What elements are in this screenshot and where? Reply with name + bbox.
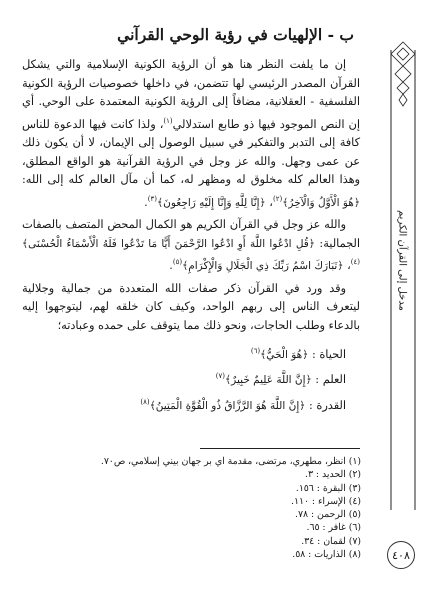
footnote: (٢) الحديد : ٣.: [305, 469, 361, 481]
footnote: (٧) لقمان : ٣٤.: [301, 535, 361, 547]
footnotes: [71, 455, 361, 561]
footnote-ref-4: (٤): [350, 258, 360, 267]
footnote-ref-3: (٣): [147, 194, 157, 203]
attribute-knowledge: العلم : ﴿إِنَّ اللَّهَ عَلِيمٌ خَبِيرٌ﴾$^{(٧)}$: [215, 372, 346, 387]
attribute-power: القدرة : ﴿إِنَّ اللَّهَ هُوَ الرَّزَّاقُ ذُو الْقُوَّةِ الْمَتِينُ﴾$^{(٨)}$: [140, 398, 346, 412]
footnote-ref-7: (٧): [215, 372, 226, 381]
quran-quote: ﴿إِنَّا لِلَّهِ وَإِنَّا إِلَيْهِ رَاجِعُونَ﴾: [157, 196, 266, 209]
footnote-ref-8: (٨): [140, 398, 150, 407]
quran-quote: ﴿تَبَارَكَ اسْمُ رَبِّكَ ذِي الْجَلَالِ وَالْإِكْرَامِ﴾: [182, 260, 344, 273]
section-heading: ب - الإلهيات في رؤية الوحي القرآني: [117, 25, 354, 44]
footnote: (٨) الذاريات : ٥٨.: [292, 549, 361, 561]
footnote-ref-6: (٦): [250, 346, 261, 355]
paragraph-1: إن ما يلفت النظر هنا هو أن الرؤية الكونية الإسلامية والتي يشكل القرآن المصدر الرئيسي لها تتضمن، في داخلها خصوصيات الرؤية الكونية الفلسفية - العقلانية، مضافاً إلى الرؤية الكونية المعتمدة على الوحي. أي إن النص الموجود فيها ذو طابع استدلالي$^{(١)}$، ولذا كانت فيها الدعوة للناس كافة إلى التدبر والتفكير في سبيل الوصول إلى الإيمان، لا أن يكون ذلك عن عمى وجهل. والله عز وجل في الرؤية القرآنية هو الواقع المطلق، وهذا العالم كله مخلوق له ومظهر له، كما أن مآل العالم كله إلى الله: ﴿هُوَ الْأَوَّلُ وَالْآخِرُ﴾$^{(٢)}$، ﴿إِنَّا لِلَّهِ وَإِنَّا إِلَيْهِ رَاجِعُونَ﴾$^{(٣)}$.: [22, 58, 360, 209]
footnote-divider: [200, 448, 360, 449]
running-header: مدخل إلى القرآن الكريم: [396, 209, 408, 311]
paragraph-2: والله عز وجل في القرآن الكريم هو الكمال المحض المتصف بالصفات الجمالية: ﴿قُلِ ادْعُوا اللَّهَ أَوِ ادْعُوا الرَّحْمَنَ أَيًّا مَا تَدْعُوا فَلَهُ الْأَسْمَاءُ الْحُسْنَى﴾$^{(٤)}$، ﴿تَبَارَكَ اسْمُ رَبِّكَ ذِي الْجَلَالِ وَالْإِكْرَامِ﴾$^{(٥)}$.: [22, 218, 360, 273]
paragraph-3: وقد ورد في القرآن ذكر صفات الله المتعددة من جمالية وجلالية ليتعرف الناس إلى ربهم الواحد، وكيف كان خلقه لهم، ليتوجهوا إليه بالدعاء وطلب الحاجات، ونحو ذلك مما يتوقف على حمده وعبادته؛: [22, 281, 360, 333]
footnote: (٣) البقرة : ١٥٦.: [295, 482, 361, 494]
footnote-ref-1: (١): [163, 116, 173, 125]
footnote: (٦) غافر : ٦٥.: [306, 522, 361, 534]
quran-quote: ﴿هُوَ الْأَوَّلُ وَالْآخِرُ﴾: [282, 196, 360, 209]
footnote: (١) انظر، مطهري، مرتضى، مقدمة اي بر جهان بيني إسلامي، ص٧٠.: [100, 456, 361, 467]
attribute-life: الحياة : ﴿هُوَ الْحَيُّ﴾$^{(٦)}$: [250, 346, 346, 361]
footnote-ref-2: (٢): [272, 194, 283, 203]
footnote-ref-5: (٥): [172, 258, 183, 267]
page-number: ٤٠٨: [387, 541, 415, 569]
footnote: (٥) الرحمن : ٧٨.: [295, 509, 361, 521]
main-text-column: [22, 22, 360, 417]
quran-quote: ﴿قُلِ ادْعُوا اللَّهَ أَوِ ادْعُوا الرَّحْمَنَ أَيًّا مَا تَدْعُوا فَلَهُ الْأَسْمَاءُ الْحُسْنَى﴾: [22, 237, 315, 250]
footnote: (٤) الإسراء : ١١٠.: [291, 495, 361, 507]
